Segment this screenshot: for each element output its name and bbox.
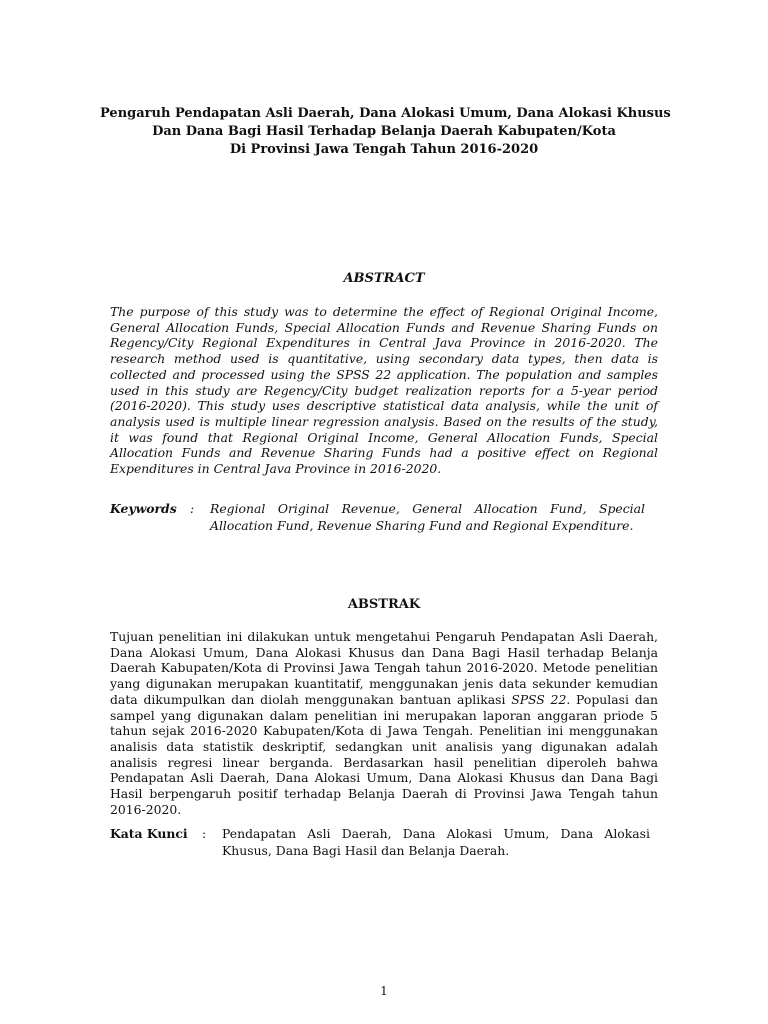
page-number: 1: [380, 984, 388, 998]
abstrak-heading: ABSTRAK: [347, 597, 421, 612]
abstrak-body-part-2: . Populasi dan sampel yang digunakan dalam penelitian ini merupakan laporan anggaran priode 5 tahun sejak 2016-2020 Kabupaten/Kota di Jawa Tengah. Penelitian ini menggunakan analisis data statistik deskriptif, sedangkan unit analisis yang digunakan adalah analisis regresi linear berganda. Berdasarkan hasil penelitian diperoleh bahwa Pendapatan Asli Daerah, Dana Alokasi Umum, Dana Alokasi Khusus dan Dana Bagi Hasil berpengaruh positif terhadap Belanja Daerah di Provinsi Jawa Tengah tahun 2016-2020.: [110, 691, 658, 817]
kata-kunci-colon: :: [202, 826, 207, 841]
keywords-text: Regional Original Revenue, General Allocation Fund, Special Allocation Fund, Revenue Sharing Fund and Regional Expenditure.: [210, 501, 645, 533]
paper-title: [100, 105, 671, 159]
title-line-3: Di Provinsi Jawa Tengah Tahun 2016-2020: [229, 142, 539, 157]
title-line-1: Pengaruh Pendapatan Asli Daerah, Dana Alokasi Umum, Dana Alokasi Khusus: [100, 106, 671, 121]
keywords-label: Keywords: [110, 501, 177, 516]
abstract-body: The purpose of this study was to determine the effect of Regional Original Income, General Allocation Funds, Special Allocation Funds and Revenue Sharing Funds on Regency/City Regional Expenditures in Central Java Province in 2016-2020. The research method used is quantitative, using secondary data types, then data is collected and processed using the SPSS 22 application. The population and samples used in this study are Regency/City budget realization reports for a 5-year period (2016-2020). This study uses descriptive statistical data analysis, while the unit of analysis used is multiple linear regression analysis. Based on the results of the study, it was found that Regional Original Income, General Allocation Funds, Special Allocation Funds and Revenue Sharing Funds had a positive effect on Regional Expenditures in Central Java Province in 2016-2020.: [110, 304, 658, 477]
abstract-heading: ABSTRACT: [343, 271, 425, 286]
title-line-2: Dan Dana Bagi Hasil Terhadap Belanja Daerah Kabupaten/Kota: [152, 124, 616, 139]
abstrak-software-name: SPSS 22: [511, 691, 567, 707]
kata-kunci-text: Pendapatan Asli Daerah, Dana Alokasi Umum, Dana Alokasi Khusus, Dana Bagi Hasil dan Belanja Daerah.: [222, 826, 650, 858]
abstrak-body: [110, 629, 658, 817]
keywords-colon: :: [190, 501, 195, 516]
abstrak-body-part-1: Tujuan penelitian ini dilakukan untuk mengetahui Pengaruh Pendapatan Asli Daerah, Dana Alokasi Umum, Dana Alokasi Khusus dan Dana Bagi Hasil terhadap Belanja Daerah Kabupaten/Kota di Provinsi Jawa Tengah tahun 2016-2020. Metode penelitian yang digunakan merupakan kuantitatif, menggunakan jenis data sekunder kemudian data dikumpulkan dan diolah menggunakan bantuan aplikasi: [110, 629, 658, 707]
kata-kunci-label: Kata Kunci: [110, 826, 188, 841]
